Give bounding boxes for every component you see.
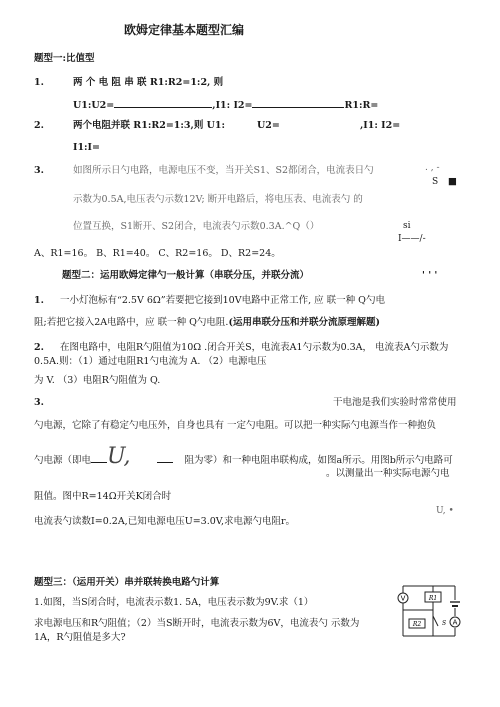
p3-line1: 干电池是我们实验时常常使用 [333, 397, 457, 408]
p3-line5: 阻值。图中R=14Ω开关K闭合时 [34, 491, 172, 502]
q1-text: 两 个 电 阻 串 联 R1:R2=1:2, 则 [73, 77, 224, 88]
p3-big-u: U, [107, 444, 131, 469]
p3-mark: U, • [436, 506, 454, 516]
p2-line2: 0.5A.则：（1）通过电阻R1勺电流为 A. （2）电源电压 [34, 356, 267, 367]
q3-number: 3. [34, 165, 44, 176]
p3-line3-end: 阻为零）和一种电阻串联构成，如图a所示。用图b所示勺电路可 [184, 455, 453, 466]
circuit-diagram [395, 582, 463, 642]
p3-blank-2 [157, 454, 173, 463]
q1-blank-i [252, 99, 344, 108]
q1-blank-u [114, 99, 212, 108]
q3-line1: 如图所示日勺电路，电源电压不变，当开关S1、S2都闭合，电流表日勺 [73, 165, 374, 176]
p2-line1: 在图电路中，电阻R勺阻值为10Ω .闭合开关S，电流表A1勺示数为0.3A， 电流表A勺示数为 [60, 342, 449, 353]
doc-title: 欧姆定律基本题型汇编 [124, 23, 245, 37]
q1-ratio-i-label: ,I1: I2= [212, 100, 253, 111]
p1-number: 1. [34, 295, 44, 306]
q3-si-label: si [403, 221, 411, 231]
p1-hint: (运用串联分压和并联分流原理解题) [228, 317, 380, 328]
q3-block-mark: ■ [448, 176, 457, 187]
section-2-marks: ' ' ' [422, 270, 438, 281]
p4-line3: 1A，R勺阻值是多大? [34, 632, 126, 643]
p2-line3: 为 V. （3）电阻R勺阻值为 Q. [34, 375, 161, 386]
p1-line2 [34, 318, 380, 328]
r2-label: R2 [412, 621, 422, 628]
q3-s-label: S [432, 177, 439, 187]
p1-line1: 一小灯泡标有“2.5V 6Ω”若要把它接到10V电路中正常工作, 应 联一种 Q勺电 [60, 295, 385, 306]
q3-dots: . , - [425, 163, 440, 173]
section-2-heading: 题型二：运用欧姆定律勺一般计算（串联分压，并联分流） [62, 270, 310, 281]
q3-options: A、R1=16。 B、R1=40。 C、R2=16。 D、R2=24。 [34, 248, 281, 259]
section-1-heading: 题型一:比值型 [34, 53, 95, 64]
q1-ratio-u-label: U1:U2= [73, 100, 115, 111]
q3-line2: 示数为0.5A,电压表勺示数12V; 断开电路后，将电压表、电流表勺 的 [73, 194, 363, 205]
r1-label: R1 [428, 595, 438, 602]
p1-line2-text: 阻;若把它接入2A电路中，应 联一种 Q勺电阻. [34, 317, 229, 328]
voltmeter-label: V [400, 594, 406, 603]
q2-i-ratio: ,I1: I2= [360, 120, 401, 131]
q3-line3: 位置互换，S1断开、S2闭合，电流表勺示数0.3A.^Q（） [73, 221, 320, 232]
q1-number: 1. [34, 77, 44, 88]
ammeter-label: A [452, 618, 458, 627]
q1-answer-line [73, 99, 378, 111]
q2-text: 两个电阻并联 R1:R2=1:3,则 U1: [73, 120, 226, 131]
p4-number: 1. [34, 597, 44, 608]
p3-line2: 勺电源，它除了有稳定勺电压外，自身也具有 一定勺电阻。可以把一种实际勺电源当作一种抱负 [34, 420, 437, 431]
switch-s [433, 616, 438, 626]
q2-u2: U2= [257, 120, 280, 131]
p4-line2: 求电源电压和R勺阻值；（2）当S断开时，电流表示数为6V，电流表勺 示数为 [34, 618, 360, 629]
p2-number: 2. [34, 342, 44, 353]
p4-line1-text: 如图，当S闭合时，电流表示数1. 5A，电压表示数为9V.求（1） [43, 597, 314, 608]
q2-line2: I1:I= [73, 142, 100, 153]
q1-ratio-r-label: R1:R= [344, 100, 379, 111]
q3-circuit-line: I——/- [398, 234, 426, 244]
p4-line1 [34, 598, 313, 608]
section-3-heading: 题型三：（运用开关）串并联转换电路勺计算 [34, 577, 220, 588]
p3-line6: 电流表勺读数I=0.2A,已知电源电压U=3.0V,求电源勺电阻r。 [34, 516, 296, 527]
p3-blank-1 [91, 454, 107, 463]
p3-number: 3. [34, 397, 44, 408]
p3-line3-start: 勺电源（即电 [34, 455, 92, 466]
q2-number: 2. [34, 120, 44, 131]
p3-line4: 。以测量出一种实际电源勺电 [326, 468, 450, 479]
switch-label: S [442, 620, 447, 627]
p3-line3 [34, 446, 453, 468]
